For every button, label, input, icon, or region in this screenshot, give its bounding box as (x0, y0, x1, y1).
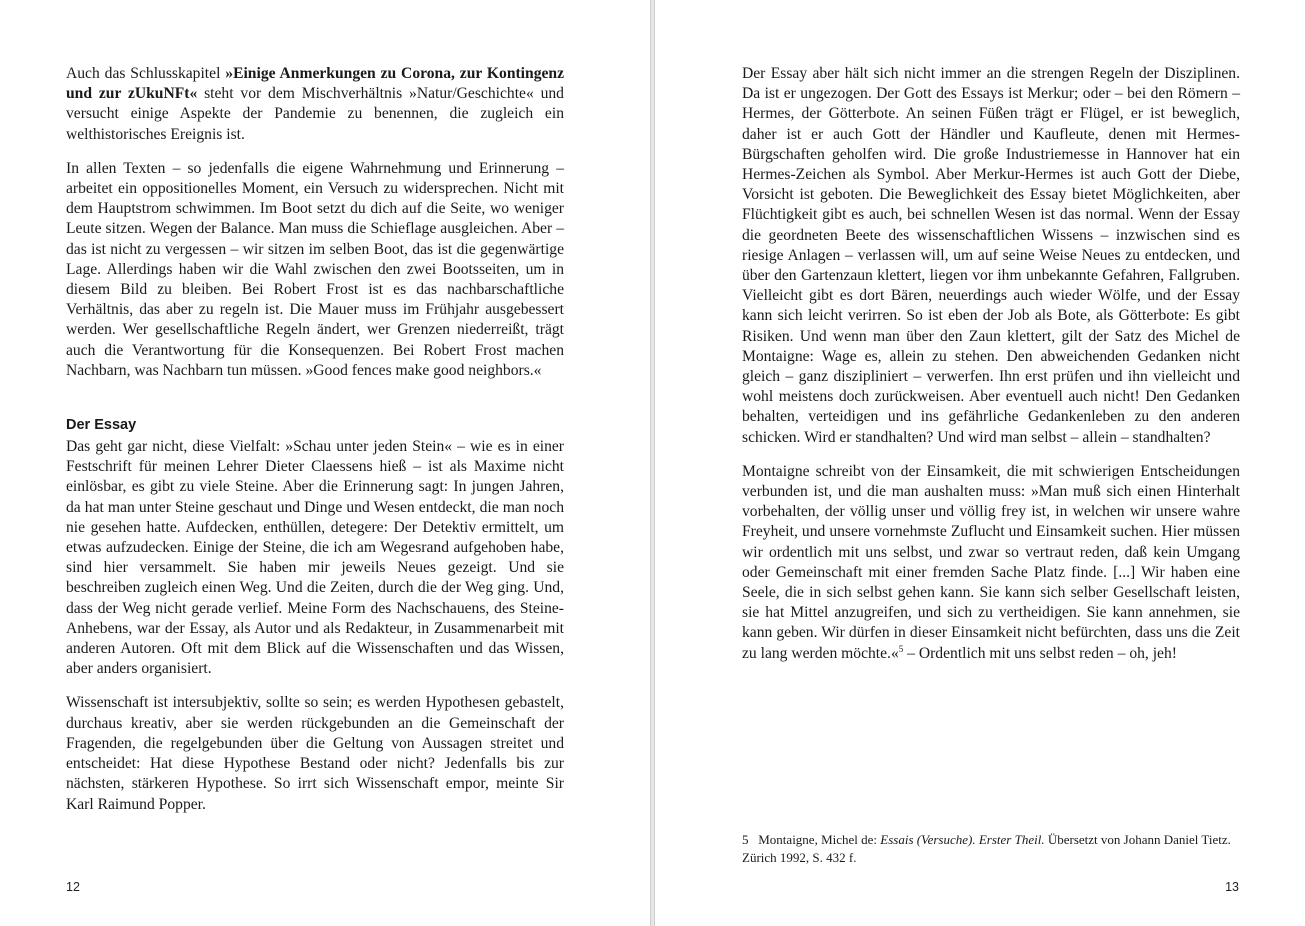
footnote-title: Essais (Versuche). Erster Theil. (880, 832, 1045, 847)
section-heading: Der Essay (66, 417, 137, 434)
left-page (0, 0, 651, 926)
page-number: 13 (1225, 880, 1239, 894)
paragraph: Auch das Schlusskapitel »Einige Anmerkungen zu Corona, zur Kontingenz und zur zUkuNFt« steht vor dem Mischverhältnis »Natur/Geschichte« und versucht einige Aspekte der Pandemie zu benennen, die zugleich ein welthistorisches Ereignis ist. (66, 65, 565, 143)
paragraph: Wissenschaft ist intersubjektiv, sollte so sein; es werden Hypothesen gebastelt, durchaus kreativ, aber sie werden rückgebunden an die Gemeinschaft der Fragenden, die regelgebunden über die Geltung von Aussagen streitet und entscheidet: Hat diese Hypothese Bestand oder nicht? Jedenfalls bis zur nächsten, stärkeren Hypothese. So irrt sich Wissenschaft empor, meinte Sir Karl Raimund Popper. (66, 694, 564, 813)
paragraph: Montaigne schreibt von der Einsamkeit, die mit schwierigen Entscheidungen verbunden ist, und die man aushalten muss: »Man muß sich einen Hinterhalt vorbehalten, der völlig unser und völlig frey ist, in welchen wir unsere wahre Freyheit, und unsere vornehmste Zuflucht und Einsamkeit suchen. Hier müssen wir ordentlich mit uns selbst, und zwar so vertraut reden, daß kein Umgang oder Gemeinschaft mit einer fremden Sache Platz finde. [...] Wir haben eine Seele, die in sich selbst gehen kann. Sie kann sich selber Gesellschaft leisten, sie hat Mittel anzugreifen, und sich zu vertheidigen. Sie kann annehmen, sie kann geben. Wir dürfen in dieser Einsamkeit nicht befürchten, dass uns die Zeit zu lang werden möchte.«$^5$ – Ordentlich mit uns selbst reden – oh, jeh! (742, 462, 1240, 662)
footnote: 5 Montaigne, Michel de: Essais (Versuche). Erster Theil. Übersetzt von Johann Daniel Tietz. Zürich 1992, S. 432 f. (742, 832, 1231, 865)
paragraph: Der Essay aber hält sich nicht immer an die strengen Regeln der Disziplinen. Da ist er ungezogen. Der Gott des Essays ist Merkur; oder – bei den Römern – Hermes, der Götterbote. An seinen Füßen trägt er Flügel, er ist beweglich, daher ist er auch Gott der Händler und Kaufleute, denen mit Hermes-Bürgschaften geholfen wird. Die große Industriemesse in Hannover hat ein Hermes-Zeichen als Symbol. Aber Merkur-Hermes ist auch Gott der Diebe, Vorsicht ist geboten. Die Beweglichkeit des Essay bietet Möglichkeiten, aber Flüchtigkeit gibt es auch, bei schnellen Wesen ist das normal. Wenn der Essay die geordneten Beete des wissenschaftlichen Wissens – inzwischen sind es riesige Anlagen – verlassen will, um auf seine Weise Neues zu entdecken, und über den Gartenzaun klettert, liegen vor ihm unbekannte Gefahren, Fallgruben. Vielleicht gibt es dort Bären, neuerdings auch wieder Wölfe, und der Essay kann sich leicht verirren. So ist eben der Job als Bote, als Götterbote: Es gibt Risiken. Und wenn man über den Zaun klettert, gilt der Satz des Michel de Montaigne: Wage es, allein zu stehen. Den abweichenden Gedanken nicht gleich – ganz diszipliniert – verwerfen. Ihn erst prüfen und ihn vielleicht und wohl meistens doch zurückweisen. Aber eventuell auch nicht! Den Gedanken behalten, verteidigen und ins gefährliche Gedankenleben zu den anderen schicken. Wird er standhalten? Und wird man selbst – allein – standhalten? (742, 65, 1240, 446)
paragraph: Das geht gar nicht, diese Vielfalt: »Schau unter jeden Stein« – wie es in einer Festschrift für meinen Lehrer Dieter Claessens hieß – ist als Maxime nicht einlösbar, es gibt zu viele Steine. Aber die Erinnerung sagt: In jungen Jahren, da hat man unter Steine geschaut und Dinge und Wesen entdeckt, die man noch nie gesehen hatte. Aufdecken, enthüllen, detegere: Der Detektiv ermittelt, um etwas aufzudecken. Einige der Steine, die ich am Wegesrand aufgehoben habe, sind hier versammelt. Sie haben mir jeweils Neues gezeigt. Und sie beschreiben zugleich einen Weg. Und die Zeiten, durch die der Weg ging. Und, dass der Weg nicht gerade verlief. Meine Form des Nachschauens, des Steine-Anhebens, war der Essay, als Autor und als Redakteur, in Zusammenarbeit mit anderen Autoren. Oft mit dem Blick auf die Wissenschaften und das Wissen, aber anders organisiert. (66, 438, 564, 678)
right-text-block (742, 64, 1240, 678)
page-number: 12 (66, 880, 80, 894)
right-page (654, 0, 1305, 926)
paragraph: In allen Texten – so jedenfalls die eigene Wahrnehmung und Erinnerung – arbeitet ein oppositionelles Moment, ein Versuch zu widersprechen. Nicht mit dem Hauptstrom schwimmen. Im Boot setzt du dich auf die Seite, wo weniger Leute sitzen. Wegen der Balance. Man muss die Schieflage ausgleichen. Aber – das ist nicht zu vergessen – wir sitzen im selben Boot, das ist die gegenwärtige Lage. Allerdings haben wir die Wahl zwischen den zwei Bootsseiten, um in diesem Bild zu bleiben. Bei Robert Frost ist es das nachbarschaftliche Verhältnis, das aber zu regeln ist. Die Mauer muss im Frühjahr ausgebessert werden. Wer gesellschaftliche Regeln ändert, wer Grenzen niederreißt, trägt auch die Verantwortung für die Konsequenzen. Bei Robert Frost machen Nachbarn, was Nachbarn tun müssen. »Good fences make good neighbors.« (66, 159, 564, 379)
footnote-number: 5 (742, 832, 749, 847)
chapter-title-bold: »Einige Anmerkungen zu Corona, zur Kontingenz und zur zUkuNFt« (66, 65, 565, 103)
left-text-block (66, 64, 564, 829)
footnote-reference: 5 (898, 643, 904, 654)
